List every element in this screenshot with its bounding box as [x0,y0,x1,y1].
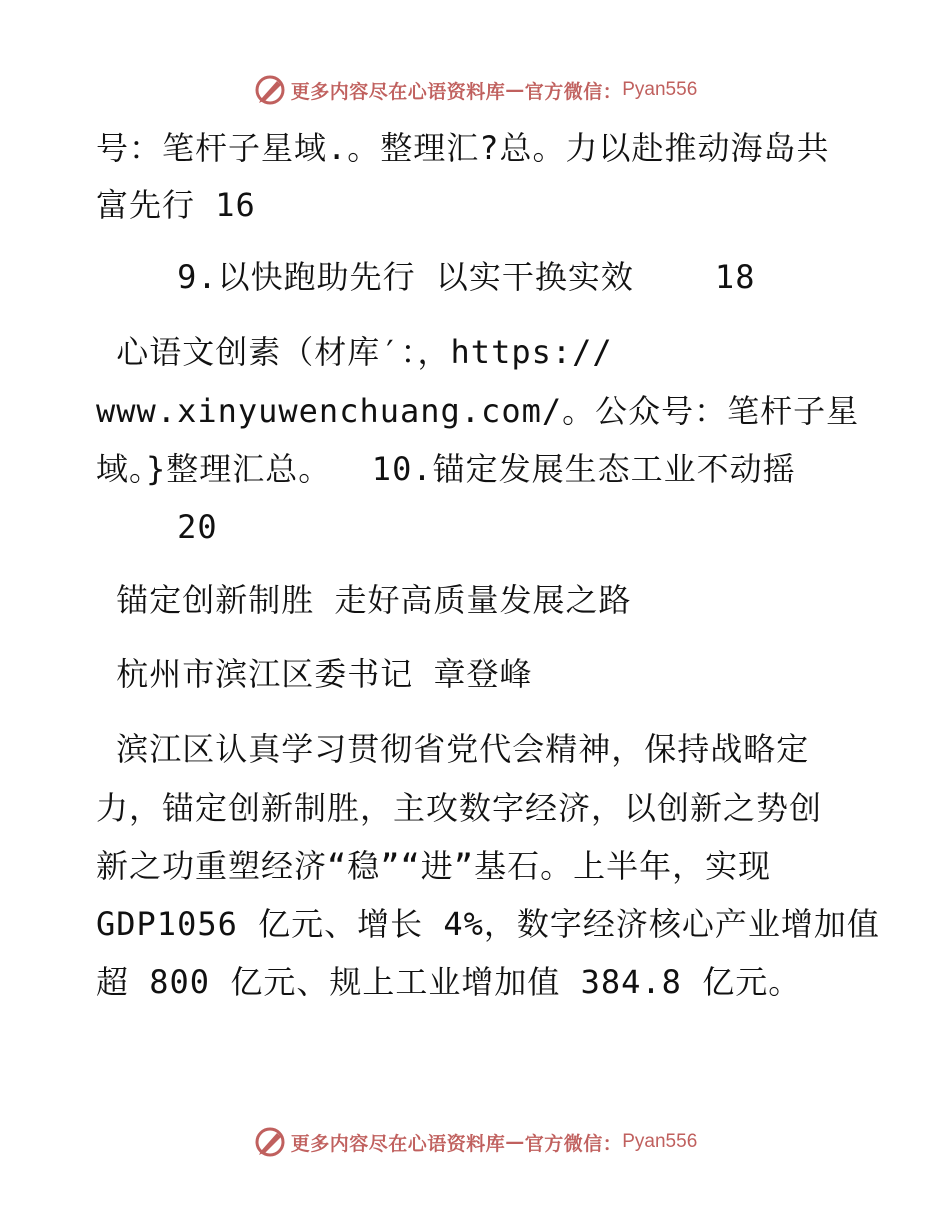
footer-banner [0,1122,950,1162]
banner-slogan: 更多内容尽在心语资料库 [290,80,506,103]
article-author: 杭州市滨江区委书记 章登峰 [96,655,533,693]
banner-wechat-id: Pyan556 [622,1131,698,1152]
banner-wechat-label: 官方微信： [524,1132,623,1155]
banner-dash: — [505,1131,525,1153]
header-banner [0,70,950,110]
banner-slogan: 更多内容尽在心语资料库 [290,1132,506,1155]
banner-wechat-label: 官方微信： [524,80,623,103]
paragraph-line: 滨江区认真学习贯彻省党代会精神，保持战略定 [96,730,810,768]
banner-wechat-id: Pyan556 [622,79,698,100]
paragraph-line: 超 800 亿元、规上工业增加值 384.8 亿元。 [96,963,802,1001]
article-title: 锚定创新制胜 走好高质量发展之路 [96,581,632,619]
toc-page-number: 20 [96,508,218,546]
pen-logo-icon [253,1125,287,1159]
toc-entry: 域。}整理汇总。 10.锚定发展生态工业不动摇 [96,450,796,488]
text-line: www.xinyuwenchuang.com/。公众号：笔杆子星 [96,392,860,430]
paragraph-line: GDP1056 亿元、增长 4%，数字经济核心产业增加值 [96,905,880,943]
text-line: 号：笔杆子星域.。整理汇?总。力以赴推动海岛共 [96,129,830,167]
text-line: 富先行 16 [96,186,256,224]
toc-entry: 9.以快跑助先行 以实干换实效 18 [96,258,756,296]
paragraph-line: 新之功重塑经济“稳”“进”基石。上半年，实现 [96,847,772,885]
paragraph-line: 力，锚定创新制胜，主攻数字经济，以创新之势创 [96,789,823,827]
banner-dash: — [505,79,525,101]
text-line: 心语文创素（材库′：，https:// [96,333,613,371]
pen-logo-icon [253,73,287,107]
